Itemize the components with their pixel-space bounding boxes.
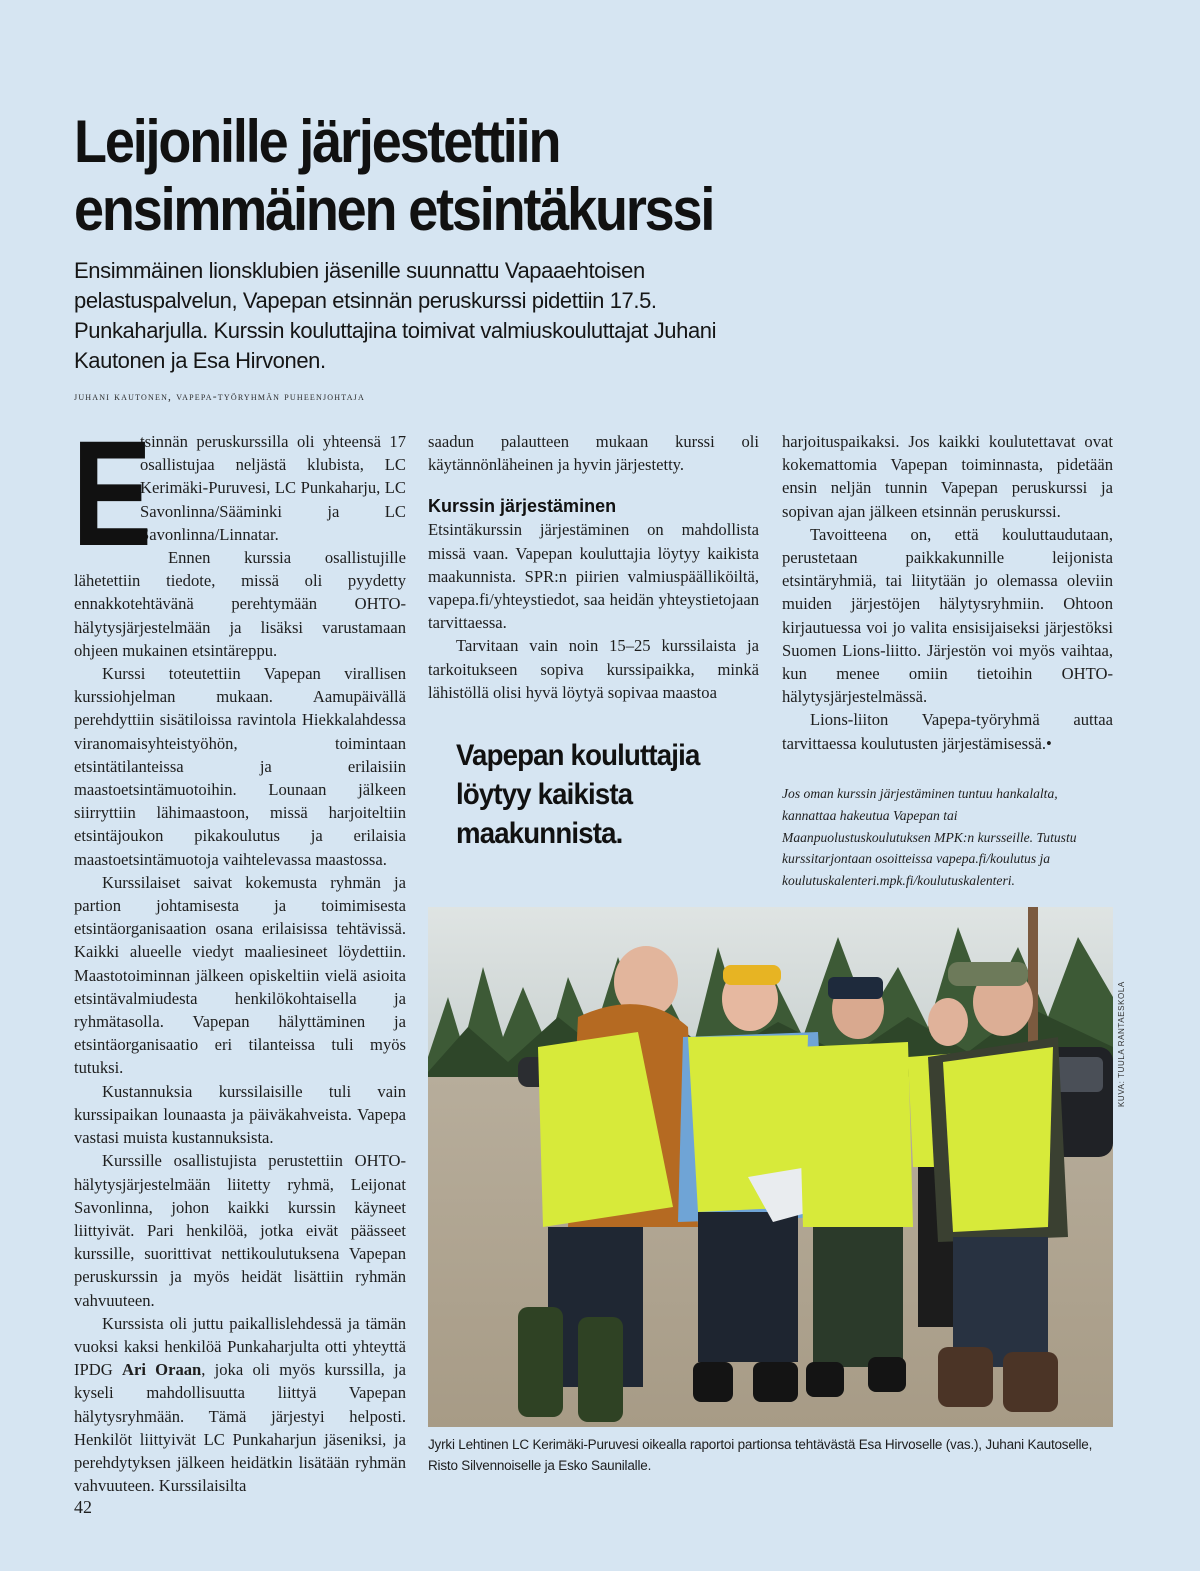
- body-paragraph-4: Kurssilaiset saivat kokemusta ryhmän ja partion johtamisesta ja toimimisesta etsintäorganisaation osana erilaisissa tehtävissä. Kaikki alueelle viedyt maaliesineet löydettiin. Maastotoiminnan jälkeen opiskeltiin vielä asioita etsintävalmiudesta henkilökohtaisella ja ryhmätasolla. Vapepan hälyttäminen ja etsintäorganisaatio eri tilanteissa tuli myös tutuksi.: [74, 872, 406, 1078]
- photo-credit: [1117, 907, 1131, 1107]
- column-3: [782, 430, 1113, 755]
- group-photo: [428, 907, 1113, 1427]
- byline: juhani kautonen, vapepa-työryhmän puheenjohtaja: [74, 391, 365, 403]
- group-photo-icon: [428, 907, 1113, 1427]
- body-paragraph-3: Kurssi toteutettiin Vapepan virallisen kurssiohjelman mukaan. Aamupäivällä perehdyttiin sisätiloissa ravintola Hiekkalahdessa viranomaisyhteistyöhön, toimintaan etsintätilanteissa ja erilaisiin maastoetsintämuotoihin. Lounaan jälkeen siirryttiin lähimaastoon, missä harjoiteltiin etsintäjoukon pikakoulutus ja erilaisia maastoetsintämuotoja vaihtelevassa maastossa.: [74, 664, 406, 869]
- subheading: Kurssin järjestäminen: [428, 496, 617, 517]
- column-2: [428, 430, 759, 704]
- lead-paragraph: Ensimmäinen lionsklubien jäsenille suunnattu Vapaaehtoisen pelastuspalvelun, Vapepan etsinnän peruskurssi pidettiin 17.5. Punkaharjulla. Kurssin kouluttajina toimivat valmiuskouluttajat Juhani Kautonen ja Esa Hirvonen.: [74, 258, 717, 373]
- column-1: [72, 409, 407, 1497]
- headline: Leijonille järjestettiin ensimmäinen etsintäkurssi: [74, 108, 714, 243]
- body-paragraph-2: Ennen kurssia osallistujille lähetettiin tiedote, missä oli pyydetty ennakkotehtävänä perehtymään OHTO-hälytysjärjestelmään ja lisäksi varustamaan ohjeen mukainen etsintäreppu.: [74, 548, 406, 660]
- page-number: 42: [74, 1497, 92, 1517]
- body-paragraph-1-text: tsinnän peruskurssilla oli yhteensä 17 osallistujaa neljästä klubista, LC Kerimäki-Puruvesi, LC Punkaharju, LC Savonlinna/Sääminki ja LC Savonlinna/Linnatar.: [140, 432, 406, 544]
- person-name-bold: Ari Oraan: [121, 1360, 202, 1380]
- body-paragraph-6: Kurssille osallistujista perustettiin OHTO-hälytysjärjestelmään liitetty ryhmä, Leijonat Savonlinna, johon kaikki kurssin käyneet liittyivät. Pari henkilöä, jotka eivät päässeet kurssille, suorittivat nettikoulutuksena Vapepan peruskurssin ja myös heidät lisättiin ryhmän vahvuuteen.: [74, 1151, 406, 1310]
- body-paragraph-7: [74, 1312, 406, 1498]
- photo-caption: Jyrki Lehtinen LC Kerimäki-Puruvesi oikealla raportoi partionsa tehtävästä Esa Hirvoselle (vas.), Juhani Kautoselle, Risto Silvennoiselle ja Esko Saunilalle.: [428, 1437, 1093, 1473]
- body-paragraph-1: [72, 409, 406, 577]
- body-paragraph-12: Tavoitteena on, että kouluttaudutaan, perustetaan paikkakunnille leijonista etsintäryhmiä, tai liitytään jo olemassa oleviin muiden järjestöjen hälytysryhmiin. Ohtoon kirjautuessa voi jo valita ensisijaiseksi järjestöksi Suomen Lions-liitto. Järjestön voi myös vaihtaa, kun menee omiin tietoihin OHTO-hälytysjärjestelmässä.: [782, 524, 1113, 707]
- body-paragraph-7-end: , joka oli myös kurssilla, ja kyseli mahdollisuutta liittyä Vapepan hälytysryhmään. Tämä järjestyi helposti. Henkilöt liittyivät LC Punkaharjun jäseniksi, ja perehdytyksen jälkeen heidätkin lisätään ryhmän vahvuuteen. Kurssilaisilta: [74, 1360, 407, 1496]
- drop-cap: E: [72, 409, 153, 577]
- body-paragraph-11: harjoituspaikaksi. Jos kaikki koulutettavat ovat kokemattomia Vapepan toiminnasta, pidetään ensin neljän tunnin Vapepan peruskurssi ja sopivan ajan jälkeen etsinnän peruskurssi.: [782, 432, 1113, 521]
- photo-credit-text: KUVA: TUULA RANTAESKOLA: [1117, 981, 1126, 1107]
- body-paragraph-9: Etsintäkurssin järjestäminen on mahdollista missä vaan. Vapepan kouluttajia löytyy kaikista maakunnista. SPR:n piirien valmiuspäälliköiltä, vapepa.fi/yhteystiedot, saa heidän yhteystietojaan tarvittaessa.: [428, 520, 759, 633]
- pull-quote: Vapepan kouluttajia löytyy kaikista maakunnista.: [456, 739, 700, 850]
- body-paragraph-7-start: Kurssista oli juttu paikallislehdessä ja tämän vuoksi kaksi henkilöä Punkaharjulta otti yhteyttä IPDG: [74, 1313, 406, 1380]
- body-paragraph-10: Tarvitaan vain noin 15–25 kurssilaista ja tarkoitukseen sopiva kurssipaikka, minkä lähistöllä olisi hyvä löytyä sopivaa maastoa: [428, 636, 759, 702]
- body-paragraph-5: Kustannuksia kurssilaisille tuli vain kurssipaikan lounaasta ja päiväkahveista. Vapepa vastasi muista kustannuksista.: [74, 1081, 406, 1148]
- info-note: Jos oman kurssin järjestäminen tuntuu hankalalta, kannattaa hakeutua Vapepan tai Maanpuolustuskoulutuksen MPK:n kursseille. Tutustu kurssitarjontaan osoitteissa vapepa.fi/koulutus ja koulutuskalenteri.mpk.fi/koulutuskalenteri.: [782, 786, 1077, 889]
- body-paragraph-13: Lions-liiton Vapepa-työryhmä auttaa tarvittaessa koulutusten järjestämisessä.•: [782, 710, 1113, 753]
- body-paragraph-8: saadun palautteen mukaan kurssi oli käytännönläheinen ja hyvin järjestetty.: [428, 432, 759, 475]
